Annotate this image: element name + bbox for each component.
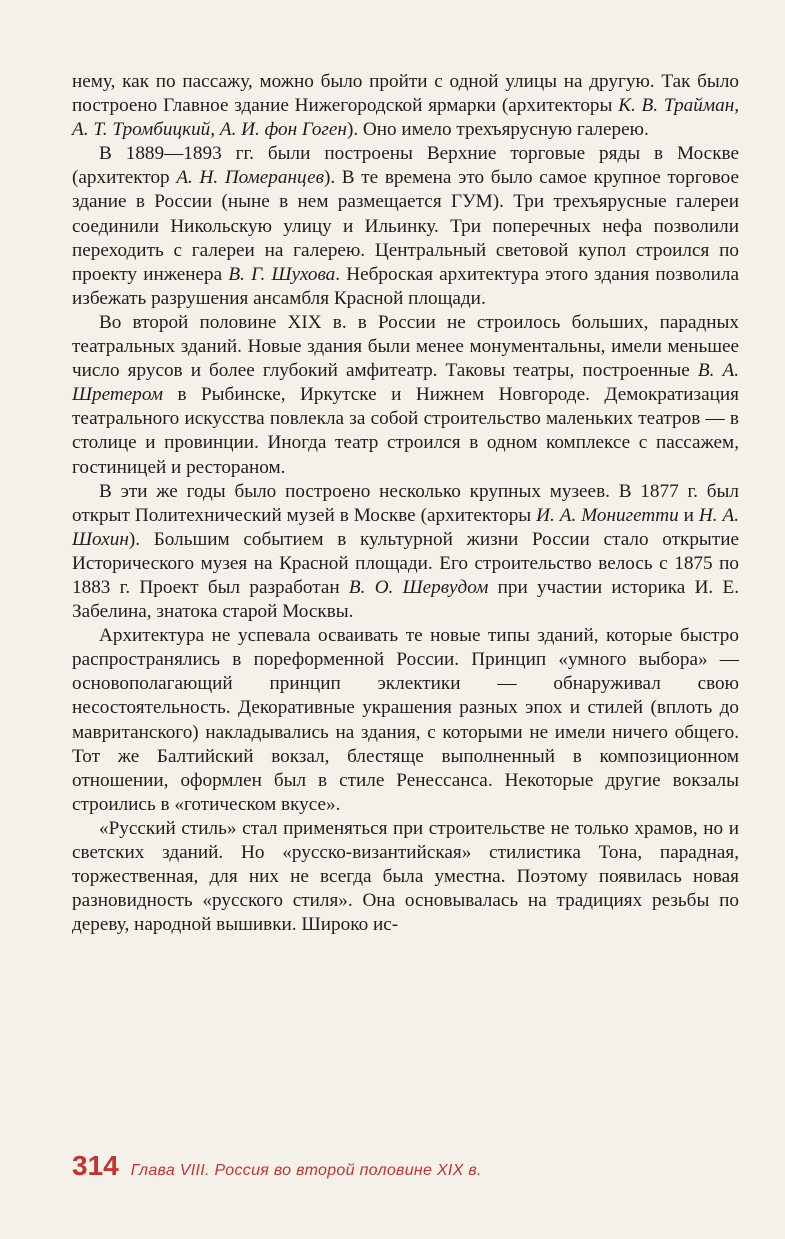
paragraph (72, 311, 739, 480)
paragraph-text: «Русский стиль» стал применяться при строительстве не только храмов, но и светских зданий. Но «русско-византийская» стилистика Тона, парадная, торжественная, для них не всегда была уместна. Поэтому появилась новая разновидность «русского стиля». Она основывалась на традициях резьбы по дереву, народной вышивки. Широко ис- (72, 817, 739, 936)
person-name: В. А. Шретером (72, 360, 739, 406)
paragraph-text: Во второй половине XIX в. в России не строилось больших, парадных театральных зданий. Новые здания были менее монументальны, имели меньшее число ярусов и более глубокий амфитеатр. Таковы театры, построенные (72, 311, 739, 382)
paragraph-text: и (678, 504, 699, 526)
chapter-title: Глава VIII. Россия во второй половине XIX в. (130, 1162, 482, 1179)
paragraph-text: В 1889—1893 гг. были построены Верхние торговые ряды в Москве (архитектор (72, 143, 739, 189)
person-name: А. Н. Померанцев (176, 167, 324, 189)
paragraph-text: нему, как по пассажу, можно было пройти с одной улицы на другую. Так было построено Главное здание Нижегородской ярмарки (архитекторы (72, 71, 739, 117)
paragraph-text: Архитектура не успевала осваивать те новые типы зданий, которые быстро распространялись в пореформенной России. Принцип «умного выбора» — основополагающий принцип эклектики — обнаруживал свою несостоятельность. Декоративные украшения разных эпох и стилей (вплоть до мавританского) накладывались на здания, с которыми не имели ничего общего. Тот же Балтийский вокзал, блестяще выполненный в композиционном отношении, оформлен был в стиле Ренессанса. Некоторые другие вокзалы строились в «готическом вкусе». (72, 625, 739, 815)
paragraph (72, 480, 739, 625)
person-name: К. В. Трайман, А. Т. Тромбицкий, А. И. фон Гоген (72, 95, 740, 141)
paragraph (72, 817, 739, 937)
paragraph-text: ). Оно имело трехъярусную галерею. (346, 119, 649, 141)
person-name: В. Г. Шухова (228, 263, 336, 285)
person-name: Н. А. Шохин (72, 504, 739, 550)
paragraph (72, 624, 739, 817)
person-name: В. О. Шервудом (348, 576, 489, 598)
paragraph-text: В эти же годы было построено несколько крупных музеев. В 1877 г. был открыт Политехнический музей в Москве (архитекторы (72, 480, 739, 526)
paragraph (72, 142, 739, 311)
body-text (72, 70, 739, 937)
page-footer (72, 1150, 482, 1184)
person-name: И. А. Монигетти (536, 504, 679, 526)
paragraph-text: ). В те времена это было самое крупное торговое здание в России (ныне в нем размещается ГУМ). Три трехъярусные галереи соединили Никольскую улицу и Ильинку. Три поперечных нефа позволили переходить с галереи на галерею. Центральный световой купол строился по проекту инженера (72, 167, 739, 285)
paragraph-text: ). Большим событием в культурной жизни России стало открытие Исторического музея на Красной площади. Его строительство велось с 1875 по 1883 г. Проект был разработан (72, 528, 739, 598)
paragraph-text: при участии историка И. Е. Забелина, знатока старой Москвы. (72, 576, 739, 623)
paragraph (72, 70, 739, 142)
page-number: 314 (72, 1150, 119, 1181)
paragraph-text: в Рыбинске, Иркутске и Нижнем Новгороде. Демократизация театрального искусства повлекла за собой строительство маленьких театров — в столице и провинции. Иногда театр строился в одном комплексе с пассажем, гостиницей и рестораном. (72, 384, 739, 478)
paragraph-text: . Неброская архитектура этого здания позволила избежать разрушения ансамбля Красной площади. (72, 263, 739, 309)
